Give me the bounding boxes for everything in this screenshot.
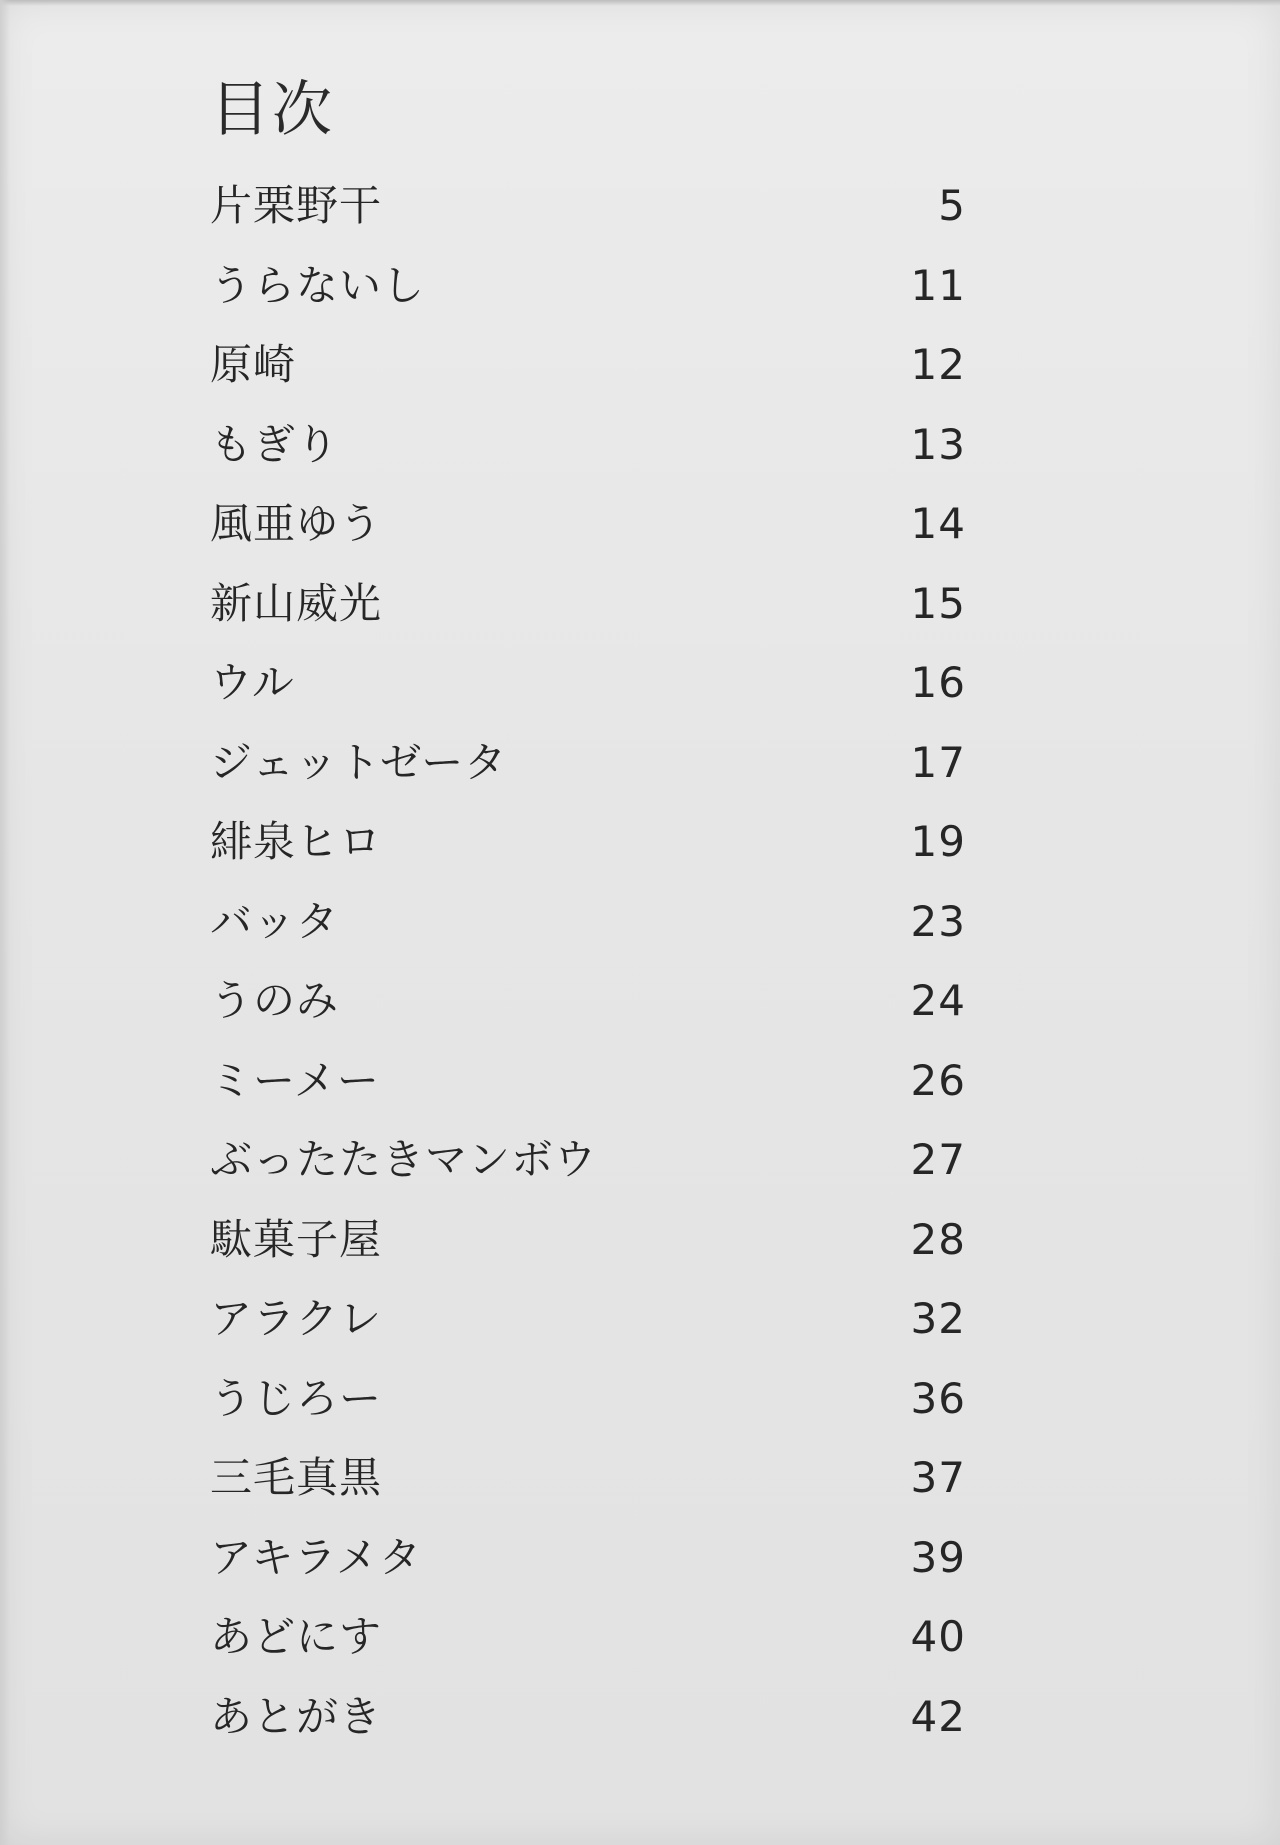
toc-entry-page: 19	[910, 817, 966, 866]
toc-entry-title: 原崎	[210, 340, 297, 389]
toc-entry-title: 緋泉ヒロ	[210, 817, 383, 866]
toc-entry-title: ミーメー	[210, 1055, 380, 1105]
toc-entry	[210, 566, 966, 646]
toc-entry	[210, 804, 966, 884]
toc-entry-page: 37	[910, 1453, 966, 1502]
toc-entry	[210, 168, 966, 248]
toc-entry-page: 11	[910, 260, 966, 310]
toc-entry-page: 39	[910, 1532, 966, 1582]
toc-list	[210, 168, 966, 1758]
toc-entry-title: 風亜ゆう	[210, 499, 383, 548]
toc-entry	[210, 645, 966, 725]
toc-entry-page: 15	[910, 578, 966, 628]
toc-entry	[210, 407, 966, 487]
toc-entry-page: 27	[910, 1135, 966, 1184]
toc-entry-title: うじろー	[210, 1373, 383, 1423]
toc-entry-title: バッタ	[210, 896, 340, 946]
toc-entry-title: あとがき	[210, 1691, 383, 1741]
page-left-edge	[0, 0, 10, 1845]
toc-entry	[210, 1599, 966, 1679]
toc-entry	[210, 248, 966, 328]
toc-entry-title: ジェットゼータ	[210, 737, 508, 787]
toc-entry-title: 駄菓子屋	[210, 1214, 383, 1264]
toc-entry-title: うらないし	[210, 260, 426, 310]
toc-entry	[210, 1520, 966, 1600]
toc-entry-page: 23	[910, 896, 966, 946]
toc-entry	[210, 884, 966, 964]
toc-entry-page: 16	[910, 658, 966, 707]
toc-entry	[210, 1281, 966, 1361]
toc-entry	[210, 1043, 966, 1123]
toc-entry	[210, 1122, 966, 1202]
toc-entry	[210, 486, 966, 566]
toc-entry-page: 14	[910, 499, 966, 548]
toc-entry-page: 36	[910, 1373, 966, 1423]
toc-entry-title: うのみ	[210, 976, 340, 1025]
toc-entry	[210, 725, 966, 805]
toc-entry	[210, 1361, 966, 1441]
toc-entry-title: 新山威光	[210, 578, 383, 628]
toc-entry-page: 40	[910, 1612, 966, 1661]
toc-entry-page: 13	[910, 419, 966, 469]
toc-entry-page: 42	[910, 1691, 966, 1741]
page-top-edge	[0, 0, 1280, 6]
toc-entry-page: 24	[910, 976, 966, 1025]
toc-entry	[210, 1440, 966, 1520]
toc-entry	[210, 1202, 966, 1282]
toc-entry-page: 26	[910, 1055, 966, 1105]
toc-entry-title: 片栗野干	[210, 181, 383, 230]
toc-entry	[210, 1679, 966, 1759]
toc-entry	[210, 327, 966, 407]
toc-entry-page: 5	[938, 181, 966, 230]
toc-entry-page: 28	[910, 1214, 966, 1264]
toc-entry-title: もぎり	[210, 419, 340, 469]
toc-entry	[210, 963, 966, 1043]
toc-entry-page: 17	[910, 737, 966, 787]
toc-heading: 目次	[210, 75, 334, 145]
toc-entry-page: 12	[910, 340, 966, 389]
toc-entry-page: 32	[910, 1294, 966, 1343]
toc-entry-title: 三毛真黒	[210, 1453, 383, 1502]
toc-entry-title: あどにす	[210, 1612, 383, 1661]
toc-entry-title: ぶったたきマンボウ	[210, 1135, 598, 1184]
toc-entry-title: アキラメタ	[210, 1532, 423, 1582]
toc-entry-title: アラクレ	[210, 1294, 383, 1343]
toc-entry-title: ウル	[210, 658, 295, 707]
